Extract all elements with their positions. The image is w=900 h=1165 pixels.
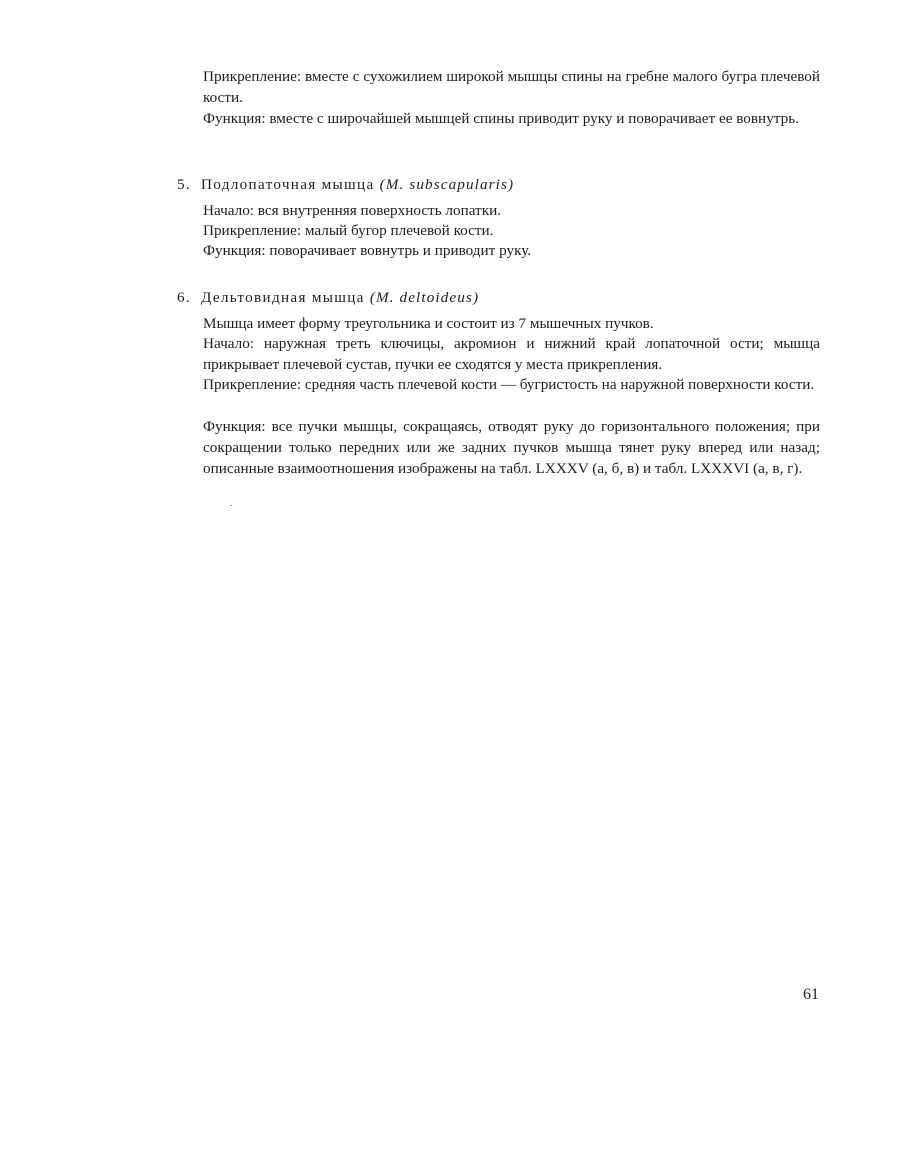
section4-attachment: Прикрепление: вместе с сухожилием широкой мышцы спины на гребне малого бугра плечевой кости. [203, 68, 820, 106]
section5-number: 5. [177, 176, 191, 193]
section5-title: Подлопаточная мышца [201, 176, 375, 193]
scan-speck [230, 505, 232, 506]
section5-attachment: Прикрепление: малый бугор плечевой кости. [203, 222, 494, 239]
section6-title: Дельтовидная мышца [201, 289, 365, 306]
section6-latin-name: (M. deltoideus) [369, 289, 480, 306]
section5-latin-name: (M. subscapularis) [379, 176, 515, 193]
section6-origin: Начало: наружная треть ключицы, акромион и нижний край лопаточной ости; мышца прикрывает плечевой сустав, пучки ее сходятся у места прикрепления. [203, 335, 820, 373]
page-number: 61 [803, 986, 819, 1003]
section6-description: Мышца имеет форму треугольника и состоит из 7 мышечных пучков. [203, 315, 654, 332]
section5-heading [177, 174, 514, 195]
section6-attachment: Прикрепление: средняя часть плечевой кости — бугристость на наружной поверхности кости. [203, 376, 815, 393]
section5-origin: Начало: вся внутренняя поверхность лопатки. [203, 202, 502, 219]
section4-function: Функция: вместе с широчайшей мышцей спины приводит руку и поворачивает ее вовнутрь. [203, 110, 799, 127]
section6-function: Функция: все пучки мышцы, сокращаясь, отводят руку до горизонтального положения; при сокращении только передних или же задних пучков мышца тянет руку вперед или назад; описанные взаимоотношения изображены на табл. LXXXV (а, б, в) и табл. LXXXVI (а, в, г). [203, 418, 820, 477]
section5-function: Функция: поворачивает вовнутрь и приводит руку. [203, 242, 532, 259]
section6-number: 6. [177, 289, 191, 306]
section6-heading [177, 287, 479, 308]
